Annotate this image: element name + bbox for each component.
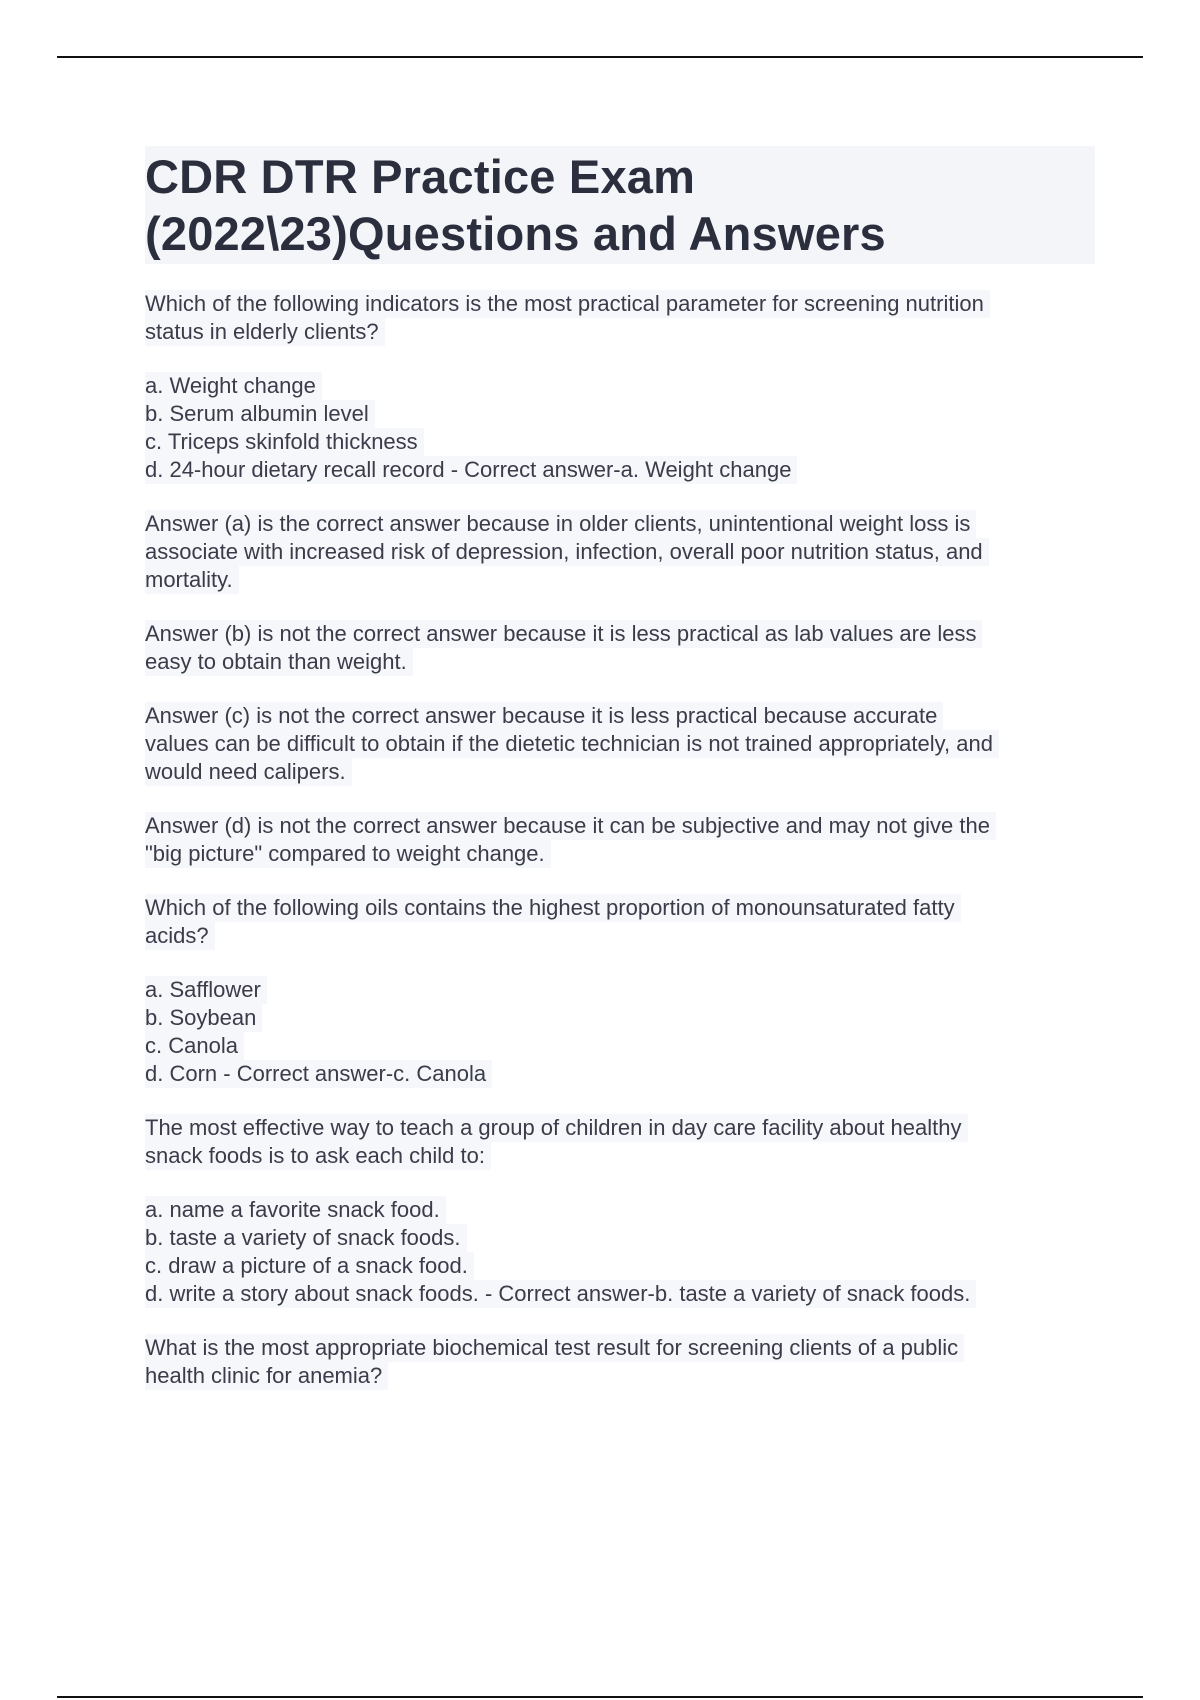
document-title: [145, 146, 1095, 264]
line-text: What is the most appropriate biochemical test result for screening clients of a public: [145, 1334, 964, 1362]
text-line: [145, 1334, 1095, 1362]
text-line: [145, 400, 1095, 428]
text-line: [145, 894, 1095, 922]
question-1-options: [145, 372, 1095, 484]
text-line: [145, 758, 1095, 786]
question-1: [145, 290, 1095, 346]
text-line: [145, 840, 1095, 868]
text-line: [145, 510, 1095, 538]
footer-rule: [57, 1696, 1143, 1698]
question-list: [145, 290, 1095, 1390]
text-line: [145, 922, 1095, 950]
text-line: [145, 1004, 1095, 1032]
line-text: Answer (c) is not the correct answer because it is less practical because accurate: [145, 702, 943, 730]
line-text: d. write a story about snack foods. - Correct answer-b. taste a variety of snack foods.: [145, 1280, 976, 1308]
question-3-options: [145, 1196, 1095, 1308]
text-line: [145, 372, 1095, 400]
title-line: (2022\23)Questions and Answers: [145, 207, 886, 260]
explanation-d: [145, 812, 1095, 868]
line-text: c. draw a picture of a snack food.: [145, 1252, 474, 1280]
text-line: [145, 1060, 1095, 1088]
line-text: b. Soybean: [145, 1004, 262, 1032]
line-text: a. Weight change: [145, 372, 322, 400]
line-text: associate with increased risk of depression, infection, overall poor nutrition status, and: [145, 538, 989, 566]
explanation-b: [145, 620, 1095, 676]
line-text: "big picture" compared to weight change.: [145, 840, 551, 868]
text-line: [145, 1142, 1095, 1170]
line-text: a. Safflower: [145, 976, 267, 1004]
line-text: would need calipers.: [145, 758, 352, 786]
question-4: [145, 1334, 1095, 1390]
line-text: b. taste a variety of snack foods.: [145, 1224, 467, 1252]
line-text: The most effective way to teach a group of children in day care facility about healthy: [145, 1114, 968, 1142]
text-line: [145, 1280, 1095, 1308]
line-text: easy to obtain than weight.: [145, 648, 413, 676]
text-line: [145, 702, 1095, 730]
text-line: [145, 976, 1095, 1004]
question-3: [145, 1114, 1095, 1170]
line-text: d. Corn - Correct answer-c. Canola: [145, 1060, 492, 1088]
text-line: [145, 1032, 1095, 1060]
question-2: [145, 894, 1095, 950]
line-text: Which of the following indicators is the most practical parameter for screening nutrition: [145, 290, 990, 318]
line-text: d. 24-hour dietary recall record - Correct answer-a. Weight change: [145, 456, 797, 484]
line-text: a. name a favorite snack food.: [145, 1196, 446, 1224]
line-text: Which of the following oils contains the highest proportion of monounsaturated fatty: [145, 894, 961, 922]
line-text: acids?: [145, 922, 215, 950]
line-text: b. Serum albumin level: [145, 400, 375, 428]
line-text: Answer (a) is the correct answer because in older clients, unintentional weight loss is: [145, 510, 976, 538]
line-text: c. Canola: [145, 1032, 244, 1060]
text-line: [145, 290, 1095, 318]
text-line: [145, 648, 1095, 676]
line-text: c. Triceps skinfold thickness: [145, 428, 424, 456]
text-line: [145, 620, 1095, 648]
text-line: [145, 1114, 1095, 1142]
explanation-a: [145, 510, 1095, 594]
line-text: Answer (b) is not the correct answer because it is less practical as lab values are less: [145, 620, 982, 648]
text-line: [145, 566, 1095, 594]
text-line: [145, 1224, 1095, 1252]
document-body: [145, 146, 1095, 1416]
text-line: [145, 730, 1095, 758]
question-2-options: [145, 976, 1095, 1088]
text-line: [145, 456, 1095, 484]
line-text: snack foods is to ask each child to:: [145, 1142, 491, 1170]
line-text: Answer (d) is not the correct answer because it can be subjective and may not give the: [145, 812, 996, 840]
text-line: [145, 428, 1095, 456]
title-line: CDR DTR Practice Exam: [145, 150, 696, 203]
text-line: [145, 538, 1095, 566]
text-line: [145, 812, 1095, 840]
header-rule: [57, 56, 1143, 58]
text-line: [145, 1196, 1095, 1224]
line-text: values can be difficult to obtain if the dietetic technician is not trained appropriately, and: [145, 730, 999, 758]
line-text: mortality.: [145, 566, 239, 594]
line-text: health clinic for anemia?: [145, 1362, 388, 1390]
line-text: status in elderly clients?: [145, 318, 385, 346]
text-line: [145, 318, 1095, 346]
text-line: [145, 1252, 1095, 1280]
text-line: [145, 1362, 1095, 1390]
explanation-c: [145, 702, 1095, 786]
